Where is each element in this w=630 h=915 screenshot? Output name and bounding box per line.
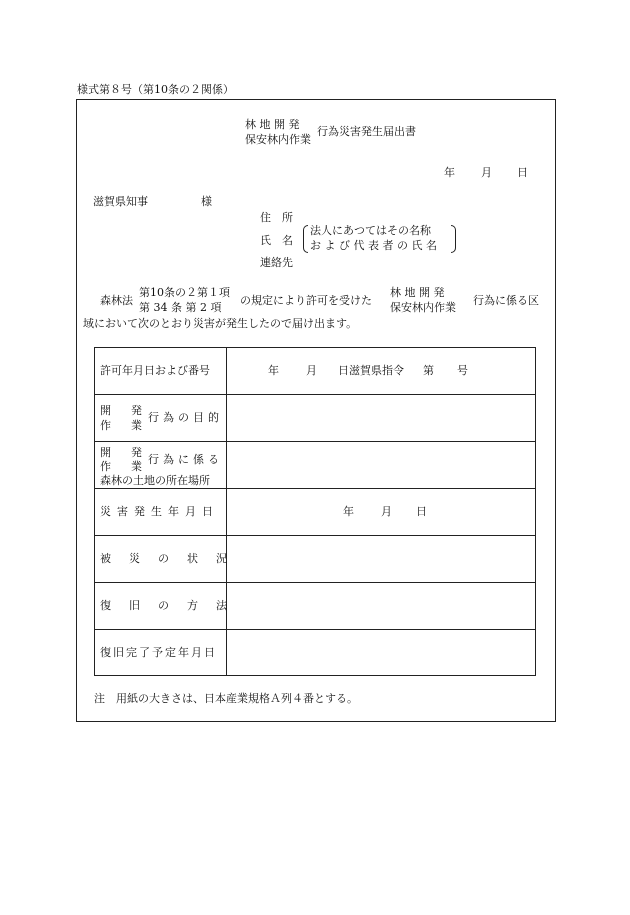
- left-bracket: [303, 225, 308, 253]
- related-label-text: 行為に係る: [148, 453, 223, 466]
- row-divider: [95, 629, 535, 630]
- corp-note-2: お よ び 代 表 者 の 氏 名: [310, 239, 437, 252]
- gyo-char: 業: [131, 460, 142, 473]
- row-divider: [95, 488, 535, 489]
- permit-day-pref-label: 日滋賀県指令: [338, 364, 404, 377]
- name-label: 氏 名: [260, 234, 293, 247]
- row-divider: [95, 535, 535, 536]
- recovery-method-label: 復旧の方法: [100, 599, 245, 612]
- purpose-label: [148, 411, 224, 424]
- body-middle: の規定により許可を受けた: [240, 294, 372, 307]
- hatsu-char: 発: [131, 446, 142, 459]
- location-field[interactable]: [229, 445, 533, 485]
- purpose-field[interactable]: [229, 398, 533, 438]
- footnote: 注 用紙の大きさは、日本産業規格Ａ列４番とする。: [94, 692, 358, 705]
- act-upper: 林 地 開 発: [390, 286, 445, 299]
- recovery-date-label: 復旧完了予定年月日: [100, 646, 217, 659]
- purpose-label-text: 行為の目的: [148, 411, 223, 424]
- act-lower: 保安林内作業: [390, 301, 456, 314]
- address-label: 住 所: [260, 211, 293, 224]
- gyo-char: 業: [131, 419, 142, 432]
- disaster-date-label: 災害発生年月日: [100, 505, 219, 518]
- clause-1: 第10条の２第１項: [139, 286, 230, 299]
- addressee-honorific: 様: [201, 195, 212, 208]
- hatsu-char: 発: [131, 404, 142, 417]
- corp-note-1: 法人にあつてはその名称: [310, 224, 431, 237]
- right-bracket: [451, 225, 456, 253]
- addressee-name: 滋賀県知事: [93, 195, 148, 208]
- column-divider: [226, 348, 227, 675]
- recovery-date-field[interactable]: [229, 633, 533, 673]
- permit-month-label: 月: [306, 364, 317, 377]
- form-number: 様式第８号（第10条の２関係）: [77, 83, 234, 96]
- law-name: 森林法: [100, 294, 133, 307]
- title-lower: 保安林内作業: [245, 133, 311, 146]
- disaster-year-label: 年: [343, 505, 354, 518]
- recovery-method-field[interactable]: [229, 586, 533, 626]
- disaster-day-label: 日: [416, 505, 427, 518]
- kai-char: 開: [100, 404, 111, 417]
- contact-label: 連絡先: [260, 256, 293, 269]
- title-upper: 林 地 開 発: [245, 118, 300, 131]
- saku-char: 作: [100, 460, 111, 473]
- location-label: 森林の土地の所在場所: [100, 474, 210, 487]
- body-line-2: 域において次のとおり災害が発生したので届け出ます。: [83, 317, 358, 330]
- permit-label: 許可年月日および番号: [100, 364, 210, 377]
- date-day-label: 日: [517, 166, 528, 179]
- permit-num-prefix: 第: [423, 364, 434, 377]
- report-table: [94, 347, 536, 676]
- kai-char: 開: [100, 446, 111, 459]
- permit-year-label: 年: [268, 364, 279, 377]
- related-label: [148, 453, 223, 466]
- row-divider: [95, 582, 535, 583]
- permit-value-field[interactable]: [229, 352, 533, 390]
- disaster-date-field[interactable]: [229, 492, 533, 532]
- row-divider: [95, 441, 535, 442]
- date-year-label: 年: [444, 166, 455, 179]
- body-tail: 行為に係る区: [473, 294, 539, 307]
- clause-2: 第 34 条 第 2 項: [139, 301, 222, 314]
- saku-char: 作: [100, 419, 111, 432]
- date-month-label: 月: [481, 166, 492, 179]
- damage-status-field[interactable]: [229, 539, 533, 579]
- disaster-month-label: 月: [381, 505, 392, 518]
- title-suffix: 行為災害発生届出書: [317, 125, 416, 138]
- row-divider: [95, 394, 535, 395]
- damage-status-label: 被災の状況: [100, 552, 245, 565]
- permit-num-suffix: 号: [457, 364, 468, 377]
